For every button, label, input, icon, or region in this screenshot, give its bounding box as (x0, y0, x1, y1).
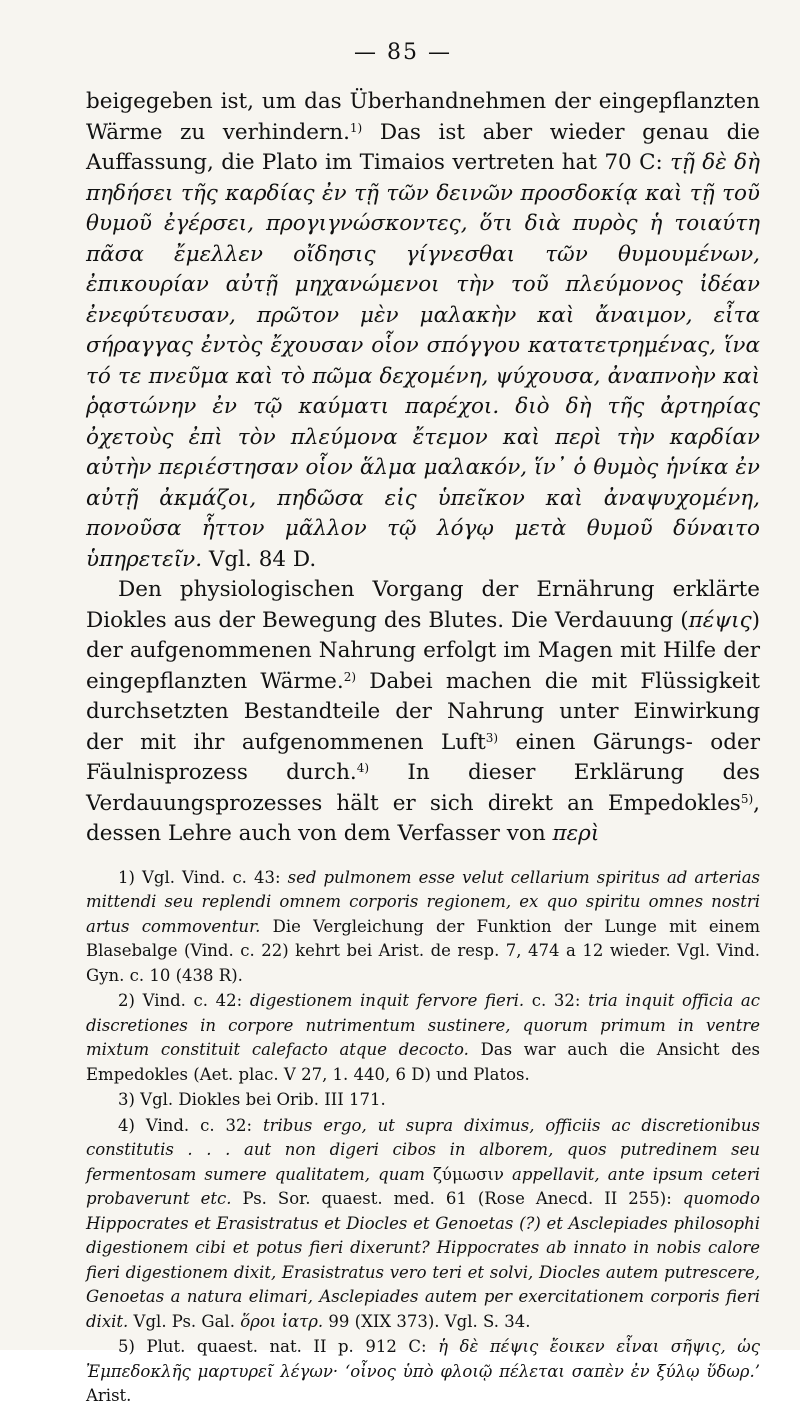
fn1-latin-quote: sed pulmonem esse velut cellarium spiritus ad arterias mittendi seu replendi omnem corporis regionem, ex quo spiritu omnes nostri artus commoventur. (86, 867, 760, 936)
fn2-text-a: 2) Vind. c. 42: (118, 991, 250, 1010)
footnotes (86, 866, 760, 1409)
greek-term-pepsis: πέψις (688, 607, 752, 633)
p2-text-e: In dieser Erklärung des Verdauungsprozesses hält er sich direkt an Empedokles (86, 760, 760, 816)
p1-text-b: Das ist aber wieder genau die Auffassung, die Plato im Timaios vertreten hat 70 C: (86, 119, 760, 175)
p2-text-c: Dabei machen die mit Flüssigkeit durchsetzten Bestandteile der Nahrung unter Einwirkung der mit ihr aufgenommenen Luft (86, 668, 760, 755)
fn2-latin-quote-1: digestionem inquit fervore fieri. (249, 991, 525, 1010)
footnote-ref-3: 3) (485, 730, 499, 745)
footnote-2 (86, 989, 760, 1087)
footnote-1 (86, 866, 760, 989)
fn4-text-a: 4) Vind. c. 32: (118, 1115, 263, 1135)
p2-text-f: , dessen Lehre auch von dem Verfasser von (86, 790, 760, 846)
greek-term-peri: περὶ (552, 821, 600, 846)
footnote-5 (86, 1335, 760, 1409)
fn4-latin-quote-3: quomodo Hippocrates et Erasistratus et Diocles et Genoetas (?) et Asclepiades philosophi digestionem cibi et potus fieri dixerunt? Hippocrates ab innato in nobis calore fieri digestionem dixit, Erasistratus vero teri et solvi, Diocles autem putrescere, Genoetas a natura elimari, Asclepiades autem per exercitationem corporis fieri dixit. (86, 1189, 760, 1331)
fn2-text-b: c. 32: (524, 991, 589, 1010)
fn5-text-a: 5) Plut. quaest. nat. II p. 912 C: (118, 1337, 439, 1356)
fn4-greek-term: ζύμωσιν (432, 1164, 504, 1184)
fn2-text-c: Das war auch die Ansicht des Empedokles (Aet. plac. V 27, 1. 440, 6 D) und Platos. (86, 1040, 760, 1084)
p1-text-a: beigegeben ist, um das Überhandnehmen der eingepflanzten Wärme zu verhindern. (86, 89, 760, 145)
paragraph-1 (86, 87, 760, 575)
fn3-text: 3) Vgl. Diokles bei Orib. III 171. (118, 1090, 386, 1109)
footnote-3 (86, 1088, 760, 1113)
fn4-text-c: Vgl. Ps. Gal. (128, 1311, 241, 1331)
p2-text-d: einen Gärungs- oder Fäulnisprozess durch. (86, 729, 760, 785)
fn4-latin-quote-2: appellavit, ante ipsum ceteri probaverunt etc. (86, 1164, 760, 1208)
footnote-ref-1: 1) (349, 120, 363, 135)
fn1-text-b: Die Vergleichung der Funktion der Lunge mit einem Blasebalge (Vind. c. 22) kehrt bei Arist. de resp. 7, 474 a 12 wieder. Vgl. Vind. Gyn. c. 10 (438 R). (86, 916, 760, 985)
footnote-ref-4: 4) (356, 761, 370, 775)
fn5-greek-quote: ἡ δὲ πέψις ἔοικεν εἶναι σῆψις, ὡς Ἐμπεδοκλῆς μαρτυρεῖ λέγων· ‘οἶνος ὑπὸ φλοιῷ πέλεται σαπὲν ἐν ξύλῳ ὕδωρ.’ (86, 1337, 760, 1381)
fn1-text-a: 1) Vgl. Vind. c. 43: (118, 867, 288, 887)
greek-quotation-timaios: τῇ δὲ δὴ πηδήσει τῆς καρδίας ἐν τῇ τῶν δεινῶν προσδοκίᾳ καὶ τῇ τοῦ θυμοῦ ἐγέρσει, προγιγνώσκοντες, ὅτι διὰ πυρὸς ἡ τοιαύτη πᾶσα ἔμελλεν οἴδησις γίγνεσθαι τῶν θυμουμένων, ἐπικουρίαν αὐτῇ μηχανώμενοι τὴν τοῦ πλεύμονος ἰδέαν ἐνεφύτευσαν, πρῶτον μὲν μαλακὴν καὶ ἄναιμον, εἶτα σήραγγας ἐντὸς ἔχουσαν οἷον σπόγγου κατατετρημένας, ἵνα τό τε πνεῦμα καὶ τὸ πῶμα δεχομένη, ψύχουσα, ἀναπνοὴν καὶ ῥᾳστώνην ἐν τῷ καύματι παρέχοι. διὸ δὴ τῆς ἀρτηρίας ὀχετοὺς ἐπὶ τὸν πλεύμονα ἔτεμον καὶ περὶ τὴν καρδίαν αὐτὴν περιέστησαν οἷον ἅλμα μαλακόν, ἵν᾽ ὁ θυμὸς ἡνίκα ἐν αὐτῇ ἀκμάζοι, πηδῶσα εἰς ὑπεῖκον καὶ ἀναψυχομένη, πονοῦσα ἧττον μᾶλλον τῷ λόγῳ μετὰ θυμοῦ δύναιτο ὑπηρετεῖν. (86, 150, 760, 572)
fn4-latin-quote-1: tribus ergo, ut supra diximus, officiis ac discretionibus constitutis . . . aut non digeri cibos in alborem, quos putredinem seu fermentosam sumere qualitatem, quam (86, 1115, 760, 1184)
p2-text-a: Den physiologischen Vorgang der Ernährung erklärte Diokles aus der Bewegung des Blutes. Die Verdauung ( (86, 577, 760, 633)
footnote-4 (86, 1114, 760, 1335)
fn2-latin-quote-2: tria inquit officia ac discretiones in corpore nutrimentum sustinere, quorum primum in ventre mixtum constituit calefacto atque decocto. (86, 991, 761, 1059)
fn4-text-b: Ps. Sor. quaest. med. 61 (Rose Anecd. II 255): (231, 1189, 683, 1208)
fn5-text-b: Arist. (86, 1386, 132, 1405)
paragraph-2 (86, 575, 760, 850)
p1-text-c: Vgl. 84 D. (202, 546, 317, 572)
p2-text-b: ) der aufgenommenen Nahrung erfolgt im Magen mit Hilfe der eingepflanzten Wärme. (86, 607, 760, 694)
fn4-text-d: 99 (XIX 373). Vgl. S. 34. (323, 1311, 531, 1331)
page-number: — 85 — (354, 40, 452, 65)
footnote-ref-5: 5) (740, 791, 754, 806)
fn4-greek-term-2: ὅροι ἰατρ. (240, 1311, 324, 1331)
main-text (86, 87, 760, 850)
footnote-ref-2: 2) (343, 669, 357, 684)
